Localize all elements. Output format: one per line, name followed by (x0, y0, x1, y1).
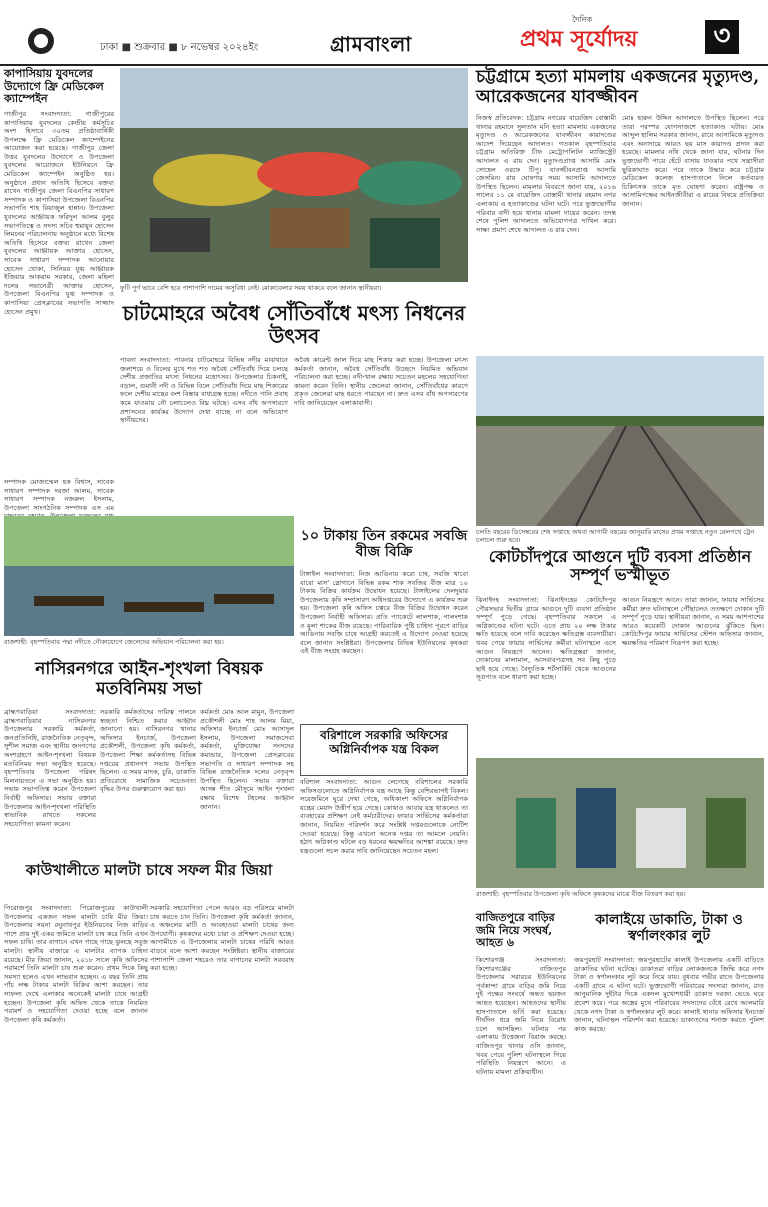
article-body: কিশোরগঞ্জ সংবাদদাতা: কিশোরগঞ্জের বাজিতপুর উপজেলার সরারচর ইউনিয়নের পূর্বকান্দা গ্রামে বাড়ির জমি নিয়ে দুই পক্ষের সংঘর্ষে অন্তত ছয়জন আহত হয়েছেন। আহতদের স্থানীয় হাসপাতালে ভর্তি করা হয়েছে। দীর্ঘদিন ধরে জমি নিয়ে বিরোধ চলে আসছিল। ঘটনার পর এলাকায় উত্তেজনা বিরাজ করছে। বাজিতপুর থানার ওসি জানান, খবর পেয়ে পুলিশ ঘটনাস্থলে গিয়ে পরিস্থিতি নিয়ন্ত্রণে আনে। এ ঘটনায় মামলা প্রক্রিয়াধীন। (476, 956, 566, 1076)
article-headline: চাটমোহরে অবৈধ সোঁতিবাঁধে মৎস্য নিধনের উৎসব (122, 301, 466, 348)
logo-prefix: দৈনিক (572, 15, 593, 24)
article-body: নিজস্ব প্রতিবেদক: চট্টগ্রাম নগরের বায়েজিদ বোস্তামী থানার রহমানে সুলতান মনি হত্যা মামলায় একজনের মৃত্যুদণ্ড ও আরেকজনের যাবজ্জীবন কারাদণ্ডের আদেশ দিয়েছেন আদালত। গতকাল বৃহস্পতিবার চট্টগ্রাম অতিরিক্ত চীফ মেট্রোপলিটন ম্যাজিস্ট্রেট আদালত এ রায় দেন। মৃত্যুদণ্ডপ্রাপ্ত আসামি মোঃ সোহেল ওরফে টিপু। যাবজ্জীবনপ্রাপ্ত আসামি জেসমিন। রায় ঘোষণার সময় আসামি আদালতে উপস্থিত ছিলেন। মামলার বিবরণে জানা যায়, ২০১৬ সালের ১১ মে বায়েজিদ বোস্তামী থানার রহমান নগর এলাকায় এ হত্যাকাণ্ডের ঘটনা ঘটে। পরে ভুক্তভোগীর পরিবার বাদী হয়ে থানায় মামলা দায়ের করেন। তদন্ত শেষে পুলিশ আদালতে অভিযোগপত্র দাখিল করে। সাক্ষ্য প্রমাণ শেষে আদালত এ রায় দেন। (476, 114, 616, 234)
article-headline: কাপাসিয়ায় যুবদলের উদ্যোগে ফ্রি মেডিকেল ক্যাম্পেইন (4, 67, 104, 106)
article-body: বরিশাল সংবাদদাতা: আগুন লেগেছে বরিশালের সরকারি অফিসগুলোতে অগ্নিনির্বাপক যন্ত্র আছে কিন্তু বেশিরভাগই বিকল। সরেজমিনে ঘুরে দেখা গেছে, অধিকাংশ অফিসে অগ্নিনির্বাপক যন্ত্রের মেয়াদ উত্তীর্ণ হয়ে গেছে। কোথাও আবার যন্ত্র থাকলেও তা ব্যবহারের প্রশিক্ষণ নেই কর্মচারীদের। ফায়ার সার্ভিসের কর্মকর্তারা জানান, নিয়মিত পরিদর্শন করে সংশ্লিষ্ট দপ্তরগুলোকে নোটিশ দেওয়া হয়েছে। কিন্তু এখনো অনেক দপ্তর তা আমলে নেয়নি। হঠাৎ অগ্নিকাণ্ড ঘটলে বড় ধরনের ক্ষয়ক্ষতির আশঙ্কা রয়েছে। দ্রুত যন্ত্রগুলো সচল করার দাবি জানিয়েছেন সচেতন মহল। (300, 778, 468, 855)
article-headline: চট্টগ্রামে হত্যা মামলায় একজনের মৃত্যুদণ্ড, আরেকজনের যাবজ্জীবন (476, 67, 760, 107)
article-body-continued: অবৈধ কারেন্ট জাল দিয়ে মাছ শিকার করা হচ্ছে। উপজেলা মৎস্য কর্মকর্তা জানান, অবৈধ সোঁতিবাঁধ উচ্ছেদে নিয়মিত অভিযান পরিচালনা করা হচ্ছে। নদী-খাল রক্ষায় সচেতন মহলের সহযোগিতা কামনা করেন তিনি। স্থানীয় জেলেরা জানান, সোঁতিবাঁধের কারণে প্রকৃত জেলেরা মাছ ধরতে পারছেন না। দ্রুত এসব বাঁধ অপসারণের দাবি জানিয়েছেন এলাকাবাসী। (294, 356, 468, 407)
page-header (0, 0, 768, 66)
seeds-photo-caption: রাজশাহী: বৃহস্পতিবার উপজেলা কৃষি অফিসে কৃষকদের মাঝে বীজ বিতরণ করা হয়। (476, 890, 686, 898)
article-body: পিরোজপুর সংবাদদাতা: পিরোজপুরের কাউখালী উপজেলার একজন সফল মালটা চাষি মীর জিয়া। উপজেলার সয়না রঘুনাথপুর ইউনিয়নের নিজ বাড়ির পাশে প্রায় দুই একর জমিতে মালটা চাষ করে তিনি এখন সফল চাষি। তার বাগানে এখন গাছে গাছে ঝুলছে সবুজ মালটা। স্থানীয় বাজারে এ মালটার ব্যাপক চাহিদা রয়েছে। মীর জিয়া জানান, ২০১৮ সালে কৃষি অফিসের পরামর্শে তিনি মালটা চাষ শুরু করেন। প্রথম দিকে কিছু সমস্যা হলেও এখন লাভবান হচ্ছেন। এ বছর তিনি প্রায় পাঁচ লক্ষ টাকার মালটা বিক্রির আশা করছেন। তার সাফল্য দেখে এলাকার অনেকেই মালটা চাষে আগ্রহী হচ্ছেন। উপজেলা কৃষি অফিস থেকে তাকে নিয়মিত পরামর্শ ও সহযোগিতা দেওয়া হচ্ছে বলে জানান উপজেলা কৃষি কর্মকর্তা। (4, 904, 148, 1024)
article-kotchandpur (476, 548, 764, 585)
article-kalai (574, 912, 764, 944)
article-chatmohar (120, 302, 468, 348)
article-body: ঝিনাইদহ সংবাদদাতা: ঝিনাইদহের কোটচাঁদপুর পৌরসভার দ্বিতীয় গ্রামে আগুনে দুটি ব্যবসা প্রতিষ্ঠান সম্পূর্ণ পুড়ে গেছে। বৃহস্পতিবার সকালে এ অগ্নিকাণ্ডের ঘটনা ঘটে। এতে প্রায় ২০ লক্ষ টাকার ক্ষতি হয়েছে বলে দাবি করেছেন ক্ষতিগ্রস্ত ব্যবসায়ীরা। খবর পেয়ে ফায়ার সার্ভিসের কর্মীরা ঘটনাস্থলে এসে আগুন নিয়ন্ত্রণে আনেন। ক্ষতিগ্রস্তরা জানান, দোকানের মালামাল, আসবাবপত্রসহ সব কিছু পুড়ে ছাই হয়ে গেছে। বৈদ্যুতিক শর্টসার্কিট থেকে আগুনের সূত্রপাত বলে ধারণা করা হচ্ছে। (476, 596, 616, 682)
railway-photo (476, 356, 764, 526)
boats-photo-caption: রাজশাহী: বৃহস্পতিবার পদ্মা নদীতে নৌকাযোগে জেলেদের অভিযান পরিচালনা করা হয়। (4, 638, 224, 646)
page-number: ৩ (705, 20, 739, 54)
article-body-continued: সরকারি কর্মকর্তাদের দায়িত্ব পালনে স্বচ্ছতা নিশ্চিত করার আহ্বান জানানো হয়। নাসিরনগর থানার অফিসার ইনচার্জ, উপজেলা প্রকৌশলী, উপজেলা কৃষি কর্মকর্তা, উপজেলা শিক্ষা কর্মকর্তাসহ বিভিন্ন দপ্তরের প্রধানগণ সভায় উপস্থিত ছিলেন। এ সময় মাদক, চুরি, ডাকাতি প্রতিরোধে সামাজিক সচেতনতা বৃদ্ধির উপর গুরুত্বারোপ করা হয়। (100, 708, 196, 794)
article-body-continued: মোঃ হারুন উদ্দিন আদালতে উপস্থিত ছিলেন। পরে তারা পরস্পর যোগসাজশে হত্যাকাণ্ড ঘটায়। মোঃ আব্দুল হালিম সরকার জানান, রায়ে আসামিকে মৃত্যুদণ্ড এবং অনাদায়ে আরও ছয় মাস কারাদণ্ড প্রদান করা হয়েছে। মামলার নথি থেকে জানা যায়, ঘটনার দিন ভুক্তভোগী পায়ে হেঁটে বাসায় যাওয়ার পথে সন্ত্রাসীরা ছুরিকাঘাত করে। পরে তাকে উদ্ধার করে চট্টগ্রাম মেডিকেল কলেজ হাসপাতালে নিলে কর্তব্যরত চিকিৎসক তাকে মৃত ঘোষণা করেন। রাষ্ট্রপক্ষ ও আসামিপক্ষের আইনজীবীরা এ রায়ের বিষয়ে প্রতিক্রিয়া জানান। (622, 114, 764, 208)
article-body-continued-2: কর্মকর্তা মোঃ আল মামুন, উপজেলা প্রকৌশলী মোঃ শাহ আলম মিয়া, অফিসার ইনচার্জ মোঃ আসাদুল ইসলাম, উপজেলা সমাজসেবা কর্মকর্তা, মুক্তিযোদ্ধা সংসদের কমান্ডার, উপজেলা প্রেসক্লাবের সভাপতি ও সাধারণ সম্পাদক সহ বিভিন্ন রাজনৈতিক দলের নেতৃবৃন্দ উপস্থিত ছিলেন। সভায় বক্তারা আসন্ন শীত মৌসুমে আইন শৃংখলা রক্ষায় বিশেষ টহলের আহ্বান জানান। (200, 708, 294, 811)
market-photo-caption: ফুটি পুর্ণ ভাবে বেশি হবে পাশাপাশি দামের অসুবিধা নেই। মোকাবেলার সময় থাকবে বলে জানান স্থানীয়রা। (120, 284, 382, 292)
market-photo-illustration (120, 68, 468, 282)
article-headline: নাসিরনগরে আইন-শৃংখলা বিষয়ক মতবিনিময় সভা (35, 659, 263, 699)
article-body: গাজীপুর সংবাদদাতা: গাজীপুরের কাপাসিয়ায় যুবদলের কেন্দ্রীয় কর্মসূচির অংশ হিসাবে ৩০তম প্রতিষ্ঠাবার্ষিকী উপলক্ষে ফ্রি মেডিকেল ক্যাম্পেইনের আয়োজন করা হয়েছে। গাজীপুর জেলা উত্তর যুবদলের উদ্যোগে ও উপজেলা যুবদলের আয়োজনে ইউনিয়নে ফ্রি মেডিকেল ক্যাম্পেইন অনুষ্ঠিত হয়। অনুষ্ঠানে প্রধান অতিথি হিসেবে বক্তব্য রাখেন গাজীপুর জেলা বিএনপির সাধারণ সম্পাদক ও কাপাসিয়া উপজেলা বিএনপির সভাপতি শাহ রিয়াজুল হান্নান। উপজেলা যুবদলের আহ্বায়ক ফরিদুল আলম বুলুর সভাপতিত্বে ও সদস্য সচিব হুমায়ুন হোসেন লিমনের পরিচালনায় অনুষ্ঠানে মধ্যে বিশেষ অতিথি হিসেবে বক্তব্য রাখেন জেলা যুবদলের আহ্বায়ক আক্তার হোসেন, সাবেক সাধারণ সম্পাদক আনোয়ার হোসেন খোকা, সিনিয়র যুগ্ম আহ্বায়ক ইজিয়ার আকরাম সরকার, জেলা মহিলা দলের সভানেত্রী আক্তার হোসেন, উপজেলা বিএনপির যুগ্ম সম্পাদক ও কাপাসিয়া প্রেসক্লাবের সভাপতি সাজ্জাদ হোসেন প্রমুখ। (4, 109, 114, 316)
boats-photo (4, 516, 294, 636)
article-headline: বরিশালে সরকারি অফিসের অগ্নিনির্বাপক যন্ত্র বিকল (320, 728, 448, 756)
article-headline: কালাইয়ে ডাকাতি, টাকা ও স্বর্ণালংকার লুট (595, 912, 743, 945)
article-headline: ১০ টাকায় তিন রকমের সবজি বীজ বিক্রি (300, 528, 468, 561)
date-line: ঢাকা ■ শুক্রবার ■ ৮ নভেম্বর ২০২৪ইং (100, 42, 259, 53)
article-headline: কোটচাঁদপুরে আগুনে দুটি ব্যবসা প্রতিষ্ঠান সম্পূর্ণ ভস্মীভূত (488, 547, 752, 585)
article-body-continued: সরকারি সহযোগিতা পেলে আরও বড় পরিসরে মালটা চাষ করতে চান তিনি। উপজেলা কৃষি কর্মকর্তা জানান, এ অঞ্চলের মাটি ও আবহাওয়া মালটা চাষের জন্য উপযোগী। কৃষকদের মধ্যে চারা ও প্রশিক্ষণ দেওয়া হচ্ছে। আগামীতে এ উপজেলায় মালটা চাষের পরিধি আরও বাড়বে বলে আশা করছেন সংশ্লিষ্টরা। স্থানীয় বাজারের পাশাপাশি জেলা শহরেও তার বাগানের মালটা সরবরাহ করা হচ্ছে। (150, 904, 294, 973)
section-name: গ্রামবাংলা (330, 32, 413, 56)
article-headline: বাজিতপুরে বাড়ির জমি নিয়ে সংঘর্ষ, আহত ৬ (476, 911, 555, 950)
article-kapasia-continued: সম্পাদক মোজাম্মেল হক বিশ্বাস, সাবেক সাধারণ সম্পাদক দরজা আলম, সাবেক সাধারণ সম্পাদক নজরুল ইসলাম, উপজেলা সাংগঠনিক সম্পাদক এস এম (4, 478, 114, 512)
article-vegetable-seed (300, 528, 468, 560)
article-body: টাঙ্গাইল সংবাদদাতা: নিজ আঙিনায় করো চাষ, সবজি খাবো বারো মাস' স্লোগানে বিভিন্ন রকম শাক সবজির বীজ মাত্র ১০ টাকায় বিক্রির কার্যক্রম উদ্বোধন হয়েছে। টাঙ্গাইলের দেলদুয়ার উপজেলায় কৃষি সম্প্রসারণ অধিদপ্তরের উদ্যোগে এ কার্যক্রম শুরু হয়। উপজেলা কৃষি অফিস চত্বরে বীজ বিক্রির উদ্বোধন করেন উপজেলা নির্বাহী অফিসার। প্রতি প্যাকেটে লালশাক, পালংশাক ও মুলা শাকের বীজ রয়েছে। পারিবারিক পুষ্টি চাহিদা পূরণে বাড়ির আঙিনায় সবজি চাষে আগ্রহী করতেই এ উদ্যোগ নেওয়া হয়েছে বলে জানান সংশ্লিষ্টরা। উপজেলার বিভিন্ন ইউনিয়নের কৃষকরা এই বীজ সংগ্রহ করছেন। (300, 570, 468, 656)
article-body: জয়পুরহাট সংবাদদাতা: জয়পুরহাটের কালাই উপজেলায় একটি বাড়িতে ডাকাতির ঘটনা ঘটেছে। ডাকাতরা বাড়ির লোকজনকে জিম্মি করে নগদ টাকা ও স্বর্ণালংকার লুট করে নিয়ে যায়। বুধবার গভীর রাতে উপজেলার একটি গ্রামে এ ঘটনা ঘটে। ভুক্তভোগী পরিবারের সদস্যরা জানান, রাত আনুমানিক দুইটার দিকে একদল মুখোশধারী ডাকাত দরজা ভেঙে ঘরে প্রবেশ করে। পরে অস্ত্রের মুখে পরিবারের সদস্যদের বেঁধে রেখে আলমারি থেকে নগদ টাকা ও স্বর্ণালংকার লুট করে। কালাই থানার অফিসার ইনচার্জ জানান, ঘটনাস্থল পরিদর্শন করা হয়েছে। ডাকাতদের শনাক্ত করতে পুলিশ কাজ করছে। (574, 956, 764, 1033)
article-chattogram (476, 68, 764, 107)
article-body: ব্রাহ্মণবাড়িয়া সংবাদদাতা: ব্রাহ্মণবাড়িয়ার নাসিরনগর উপজেলার সরকারি কর্মকর্তা, জনপ্রতিনিধি, রাজনৈতিক নেতৃবৃন্দ, সুশীল সমাজ এবং স্থানীয় জনগণের অংশগ্রহণে আইন-শৃংখলা বিষয়ক মতবিনিময় সভা অনুষ্ঠিত হয়েছে। বৃহস্পতিবার উপজেলা পরিষদ মিলনায়তনে এ সভা অনুষ্ঠিত হয়। সভায় সভাপতিত্ব করেন উপজেলা নির্বাহী অফিসার। সভায় বক্তারা উপজেলার আইন-শৃংখলা পরিস্থিতি স্বাভাবিক রাখতে সকলের সহযোগিতা কামনা করেন। (4, 708, 96, 828)
article-kaukhali (4, 862, 294, 879)
railway-photo-illustration (476, 356, 764, 526)
seeds-photo (476, 758, 764, 888)
seeds-photo-illustration (476, 758, 764, 888)
article-barishal-header (300, 724, 468, 776)
boats-photo-illustration (4, 516, 294, 636)
market-photo (120, 68, 468, 282)
article-headline: কাউখালীতে মালটা চাষে সফল মীর জিয়া (25, 861, 273, 879)
article-nasirnagar (4, 660, 294, 699)
article-body-continued: আগুন নিয়ন্ত্রণে আনে। তারা জানান, ফায়ার সার্ভিসের কর্মীরা দ্রুত ঘটনাস্থলে পৌঁছালেও ততক্ষণে দোকান দুটি সম্পূর্ণ পুড়ে যায়। স্থানীয়রা জানান, এ সময় আশপাশের আরও কয়েকটি দোকান আগুনের ঝুঁকিতে ছিল। কোটচাঁদপুর ফায়ার সার্ভিসের স্টেশন অফিসার জানান, ক্ষয়ক্ষতির পরিমাণ নিরূপণ করা হচ্ছে। (622, 596, 764, 647)
newspaper-logo: প্রথম সূর্যোদয় (520, 27, 638, 52)
article-body: পাবনা সংবাদদাতা: পাবনার চাটমোহরে বিভিন্ন নদীর মাঝখানে জলাশয়ে ও বিলের মুখে শত শত অবৈধ সোঁতিবাঁধ দিয়ে চলছে দেশীয় প্রজাতির মৎস্য নিধনের মহোৎসব। উপজেলার চিকনাই, বড়াল, গুমানী নদী ও বিভিন্ন বিলে সোঁতিবাঁধ দিয়ে মাছ শিকারের ফলে দেশীয় মাছের বংশ বিস্তার বাধাগ্রস্ত হচ্ছে। নদীতে পানি প্রবাহ কমে যাওয়ায় নৌ চলাচলেও বিঘ্ন ঘটছে। এসব বাঁধ অপসারণে প্রশাসনের কার্যকর উদ্যোগ দেখা যাচ্ছে না বলে অভিযোগ স্থানীয়দের। (120, 356, 288, 425)
railway-photo-caption: চলতি বছরের ডিসেম্বরের শেষ সপ্তাহে অথবা আগামী বছরের জানুয়ারি মাসের প্রথম সপ্তাহে নতুন রেলপথে ট্রেন চলাচল শুরু হবে। (476, 528, 755, 544)
article-bajitpur (476, 912, 566, 950)
sun-emblem-icon (28, 28, 54, 54)
